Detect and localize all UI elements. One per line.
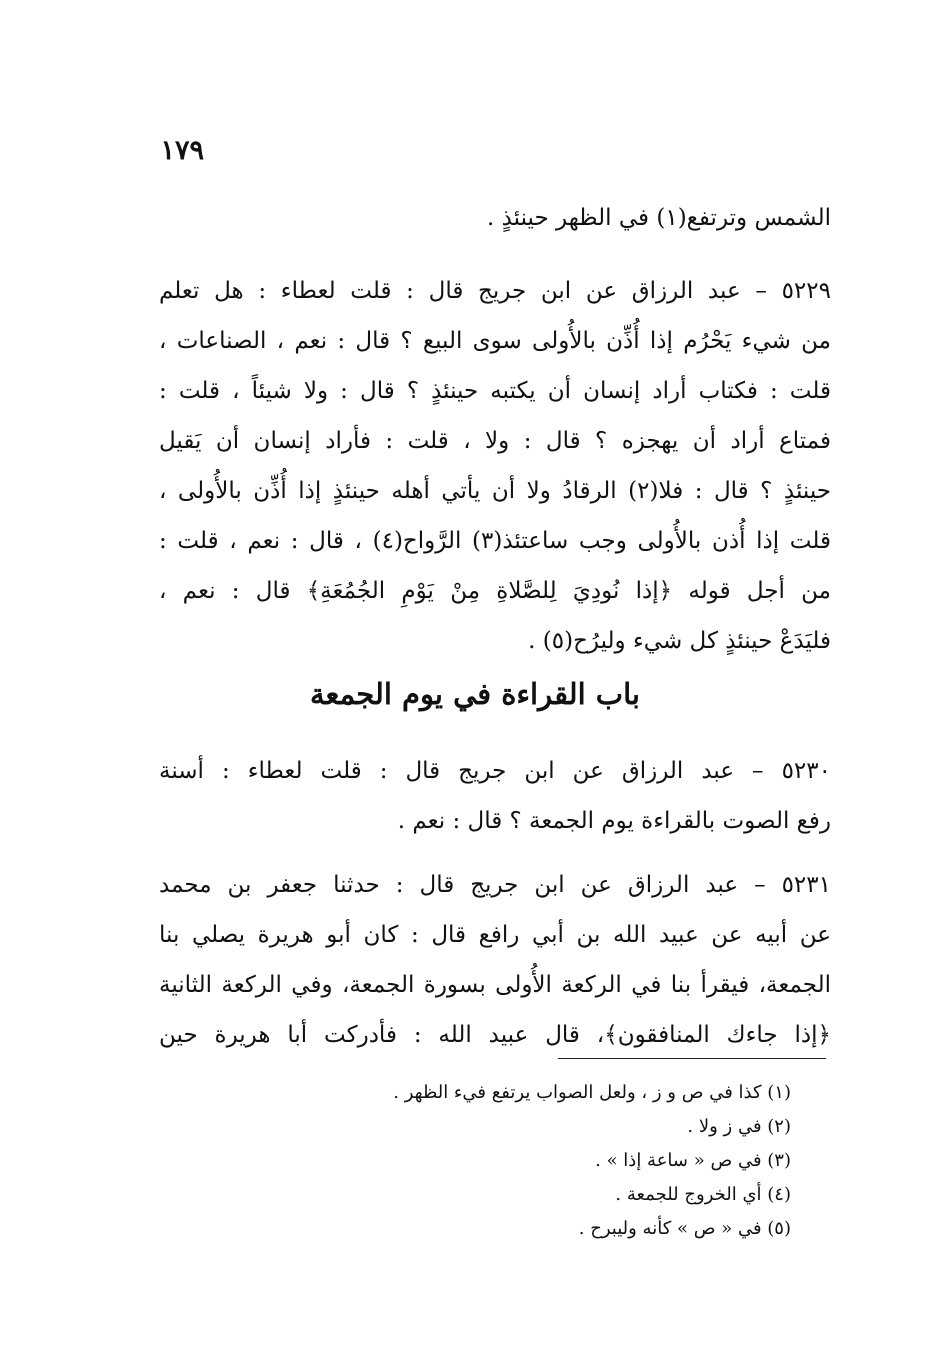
- text-line: من أجل قوله ﴿إذا نُودِيَ لِلصَّلاةِ مِنْ يَوْمِ الجُمُعَةِ﴾ قال : نعم ،: [159, 578, 831, 604]
- text-line: الجمعة، فيقرأ بنا في الركعة الأُولى بسورة الجمعة، وفي الركعة الثانية: [159, 972, 831, 998]
- hadith-5231: [159, 860, 831, 1060]
- text-line: من شيء يَحْرُم إذا أُذِّن بالأُولى سوى البيع ؟ قال : نعم ، الصناعات ،: [159, 328, 831, 354]
- text-line: فمتاع أراد أن يهجزه ؟ قال : ولا ، قلت : فأراد إنسان أن يَقيل: [159, 428, 831, 454]
- text-line: ٥٢٣٠ – عبد الرزاق عن ابن جريج قال : قلت لعطاء : أسنة: [159, 758, 831, 784]
- text-line: رفع الصوت بالقراءة يوم الجمعة ؟ قال : نعم .: [397, 808, 831, 834]
- hadith-5230: [159, 746, 831, 846]
- text-line: ٥٢٣١ – عبد الرزاق عن ابن جريج قال : حدثنا جعفر بن محمد: [159, 872, 831, 898]
- text-line: عن أبيه عن عبيد الله بن أبي رافع قال : كان أبو هريرة يصلي بنا: [159, 922, 831, 948]
- chapter-heading: باب القراءة في يوم الجمعة: [309, 677, 640, 711]
- text-line: الشمس وترتفع(١) في الظهر حينئذٍ .: [486, 205, 831, 231]
- footnote: (٤) أي الخروج للجمعة .: [615, 1184, 791, 1205]
- text-line: قلت : فكتاب أراد إنسان أن يكتبه حينئذٍ ؟ قال : ولا شيئاً ، قلت :: [159, 378, 831, 404]
- footnote: (٢) في ز ولا .: [687, 1116, 791, 1137]
- paragraph-continuation: [159, 193, 831, 243]
- footnote-separator: [558, 1058, 826, 1059]
- footnotes: [231, 1076, 791, 1246]
- text-line: ﴿إذا جاءك المنافقون﴾، قال عبيد الله : فأدركت أبا هريرة حين: [159, 1022, 831, 1048]
- text-line: حينئذٍ ؟ قال : فلا(٢) الرقادُ ولا أن يأتي أهله حينئذٍ إذا أُذِّن بالأُولى ،: [159, 478, 831, 504]
- page-number: ١٧٩: [160, 135, 204, 166]
- text-line: فليَدَعْ حينئذٍ كل شيء وليرُح(٥) .: [528, 628, 831, 654]
- footnote: (١) كذا في ص و ز ، ولعل الصواب يرتفع فيء الظهر .: [393, 1082, 791, 1103]
- footnote: (٥) في « ص » كأنه وليبرح .: [578, 1218, 791, 1239]
- hadith-5229: [159, 266, 831, 666]
- text-line: ٥٢٢٩ – عبد الرزاق عن ابن جريج قال : قلت لعطاء : هل تعلم: [159, 278, 831, 304]
- footnote: (٣) في ص « ساعة إذا » .: [595, 1150, 791, 1171]
- text-line: قلت إذا أُذن بالأُولى وجب ساعتئذ(٣) الرَّواح(٤) ، قال : نعم ، قلت :: [159, 528, 831, 554]
